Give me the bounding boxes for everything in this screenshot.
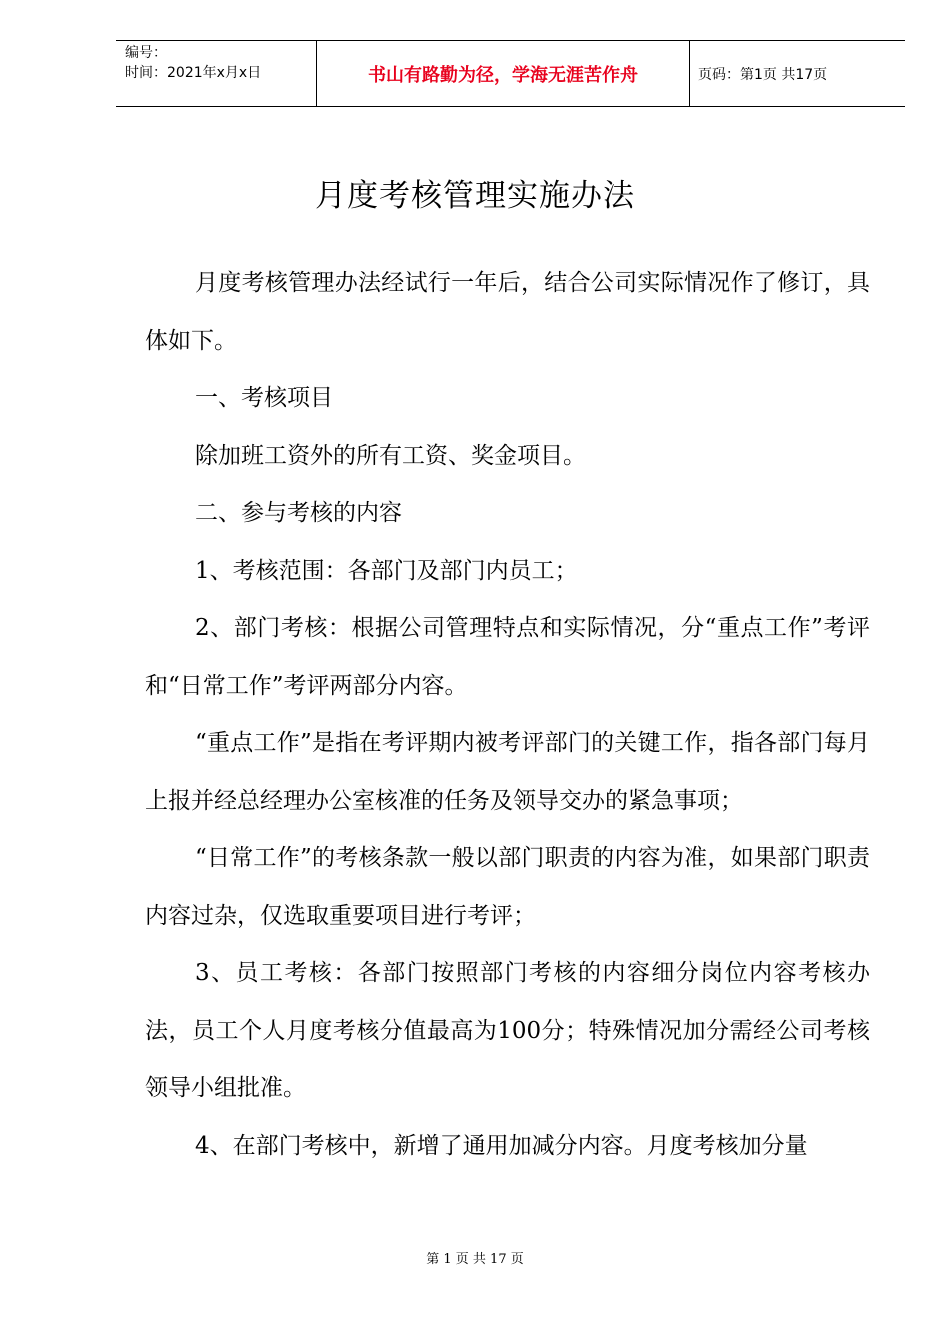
paragraph: 1、考核范围：各部门及部门内员工； <box>195 557 578 584</box>
time-label: 时间：2021年x月x日 <box>125 65 262 81</box>
paragraph: 2、部门考核：根据公司管理特点和实际情况，分“重点工作”考评和“日常工作”考评两部分内容。 <box>145 615 870 699</box>
header-meta <box>116 41 316 106</box>
paragraph: 月度考核管理办法经试行一年后，结合公司实际情况作了修订，具体如下。 <box>145 270 870 354</box>
paragraph: “日常工作”的考核条款一般以部门职责的内容为准，如果部门职责内容过杂，仅选取重要项目进行考评； <box>145 845 870 929</box>
header-page-info: 页码：第1页 共17页 <box>698 66 828 83</box>
paragraph: 4、在部门考核中，新增了通用加减分内容。月度考核加分量 <box>195 1132 808 1159</box>
paragraph: 除加班工资外的所有工资、奖金项目。 <box>195 442 586 469</box>
paragraph: “重点工作”是指在考评期内被考评部门的关键工作，指各部门每月上报并经总经理办公室核准的任务及领导交办的紧急事项； <box>145 730 870 814</box>
section-heading: 二、参与考核的内容 <box>195 500 402 526</box>
document-title: 月度考核管理实施办法 <box>315 178 635 214</box>
section-heading: 一、考核项目 <box>195 385 333 411</box>
document-body <box>145 255 870 1175</box>
header-motto: 书山有路勤为径，学海无涯苦作舟 <box>316 41 690 106</box>
serial-label: 编号： <box>125 45 167 61</box>
paragraph: 3、员工考核：各部门按照部门考核的内容细分岗位内容考核办法，员工个人月度考核分值最高为100分；特殊情况加分需经公司考核领导小组批准。 <box>145 960 870 1101</box>
page-footer: 第 1 页 共 17 页 <box>426 1252 524 1267</box>
document-header <box>116 40 905 107</box>
